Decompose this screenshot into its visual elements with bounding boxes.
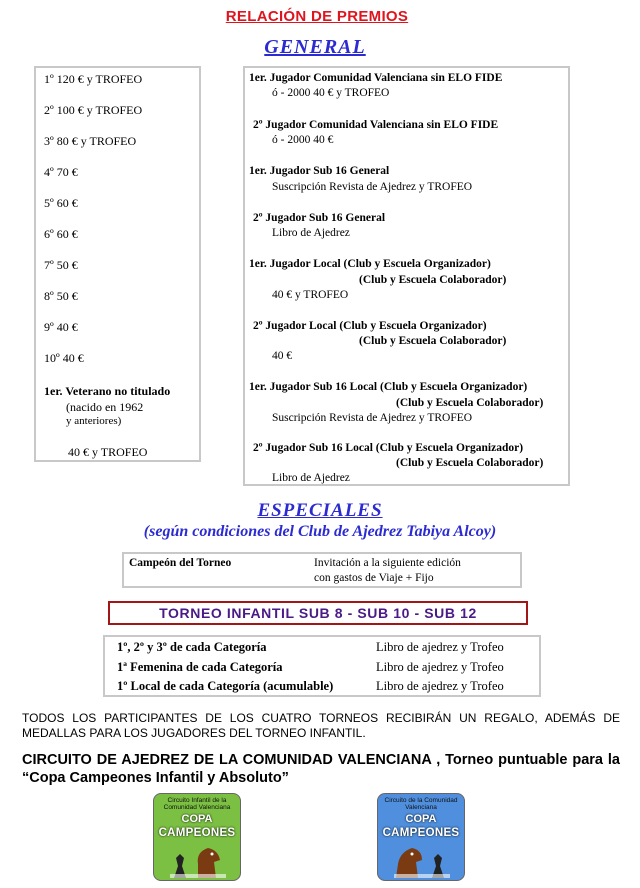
prize-title: 1er. Jugador Local (Club y Escuela Organizador) — [249, 258, 491, 270]
copa-campeones-absoluto-logo — [377, 793, 465, 881]
prize-row: 7º 50 € — [44, 258, 78, 272]
participants-note: TODOS LOS PARTICIPANTES DE LOS CUATRO TORNEOS RECIBIRÁN UN REGALO, ADEMÁS DE MEDALLAS PARA LOS JUGADORES DEL TORNEO INFANTIL. — [22, 711, 620, 740]
prize-title: 2º Jugador Sub 16 General — [253, 212, 386, 224]
especiales-prize: Invitación a la siguiente edición — [314, 557, 461, 569]
prize-row: 9º 40 € — [44, 320, 78, 334]
copa-campeones-infantil-logo — [153, 793, 241, 881]
logo-caption: Circuito Infantil de la Comunidad Valenciana — [163, 797, 231, 811]
prize-title: 2º Jugador Comunidad Valenciana sin ELO FIDE — [253, 119, 499, 131]
infantil-category: 1ª Femenina de cada Categoría — [117, 660, 283, 674]
prize-detail: Suscripción Revista de Ajedrez y TROFEO — [272, 412, 473, 424]
prize-row: 3º 80 € y TROFEO — [44, 134, 137, 148]
veterano-note: y anteriores) — [66, 415, 122, 427]
logo-campeones: CAMPEONES — [382, 827, 460, 839]
logo-caption: Circuito de la Comunidad Valenciana — [384, 797, 458, 811]
infantil-title: TORNEO INFANTIL SUB 8 - SUB 10 - SUB 12 — [108, 601, 528, 625]
veterano-prize: 40 € y TROFEO — [68, 445, 148, 459]
prize-detail: 40 € y TROFEO — [272, 289, 349, 301]
circuito-text: CIRCUITO DE AJEDREZ DE LA COMUNIDAD VALENCIANA , Torneo puntuable para la “Copa Campeones Infantil y Absoluto” — [22, 752, 620, 786]
prize-title: 2º Jugador Local (Club y Escuela Organizador) — [253, 320, 487, 332]
infantil-category: 1º, 2º y 3º de cada Categoría — [117, 640, 267, 654]
prize-title: 1er. Jugador Comunidad Valenciana sin ELO FIDE — [249, 72, 503, 84]
prize-title: 1er. Jugador Sub 16 General — [249, 165, 390, 177]
especiales-box — [122, 552, 522, 588]
especiales-subtitle: (según condiciones del Club de Ajedrez Tabiya Alcoy) — [143, 523, 497, 540]
prize-title: 2º Jugador Sub 16 Local (Club y Escuela Organizador) — [253, 442, 524, 454]
prize-title: (Club y Escuela Colaborador) — [359, 335, 507, 347]
prize-title: (Club y Escuela Colaborador) — [359, 274, 507, 286]
chess-pieces-icon — [168, 844, 228, 878]
prize-row: 6º 60 € — [44, 227, 78, 241]
logo-campeones: CAMPEONES — [158, 827, 236, 839]
prize-detail: ó - 2000 40 € — [272, 134, 334, 146]
prize-title: (Club y Escuela Colaborador) — [396, 397, 544, 409]
prize-title: 1er. Jugador Sub 16 Local (Club y Escuela Organizador) — [249, 381, 528, 393]
especiales-prize: con gastos de Viaje + Fijo — [314, 572, 434, 584]
prize-detail: Libro de Ajedrez — [272, 227, 350, 239]
veterano-title: 1er. Veterano no titulado — [44, 384, 171, 398]
prize-detail: ó - 2000 40 € y TROFEO — [272, 87, 390, 99]
prize-title: (Club y Escuela Colaborador) — [396, 457, 544, 469]
prize-detail: 40 € — [272, 350, 293, 362]
prize-row: 1º 120 € y TROFEO — [44, 72, 143, 86]
section-title-general: GENERAL — [264, 36, 366, 58]
prize-row: 8º 50 € — [44, 289, 78, 303]
prize-row: 2º 100 € y TROFEO — [44, 103, 143, 117]
prize-detail: Suscripción Revista de Ajedrez y TROFEO — [272, 181, 473, 193]
general-prizes-box — [34, 66, 201, 462]
veterano-note: (nacido en 1962 — [66, 400, 144, 414]
prize-detail: Libro de Ajedrez — [272, 472, 350, 484]
prize-row: 5º 60 € — [44, 196, 78, 210]
prize-row: 4º 70 € — [44, 165, 78, 179]
chess-pieces-icon — [392, 844, 452, 878]
logo-copa: COPA — [181, 813, 213, 825]
prize-row: 10º 40 € — [44, 351, 84, 365]
infantil-prize: Libro de ajedrez y Trofeo — [376, 660, 504, 674]
section-title-especiales: ESPECIALES — [257, 500, 383, 521]
infantil-category: 1º Local de cada Categoría (acumulable) — [117, 679, 334, 693]
logo-copa: COPA — [405, 813, 437, 825]
category-prizes-box — [243, 66, 570, 486]
infantil-prize: Libro de ajedrez y Trofeo — [376, 640, 504, 654]
especiales-label: Campeón del Torneo — [129, 557, 232, 569]
infantil-prizes-box — [103, 635, 541, 697]
infantil-prize: Libro de ajedrez y Trofeo — [376, 679, 504, 693]
page-title: RELACIÓN DE PREMIOS — [225, 8, 409, 25]
